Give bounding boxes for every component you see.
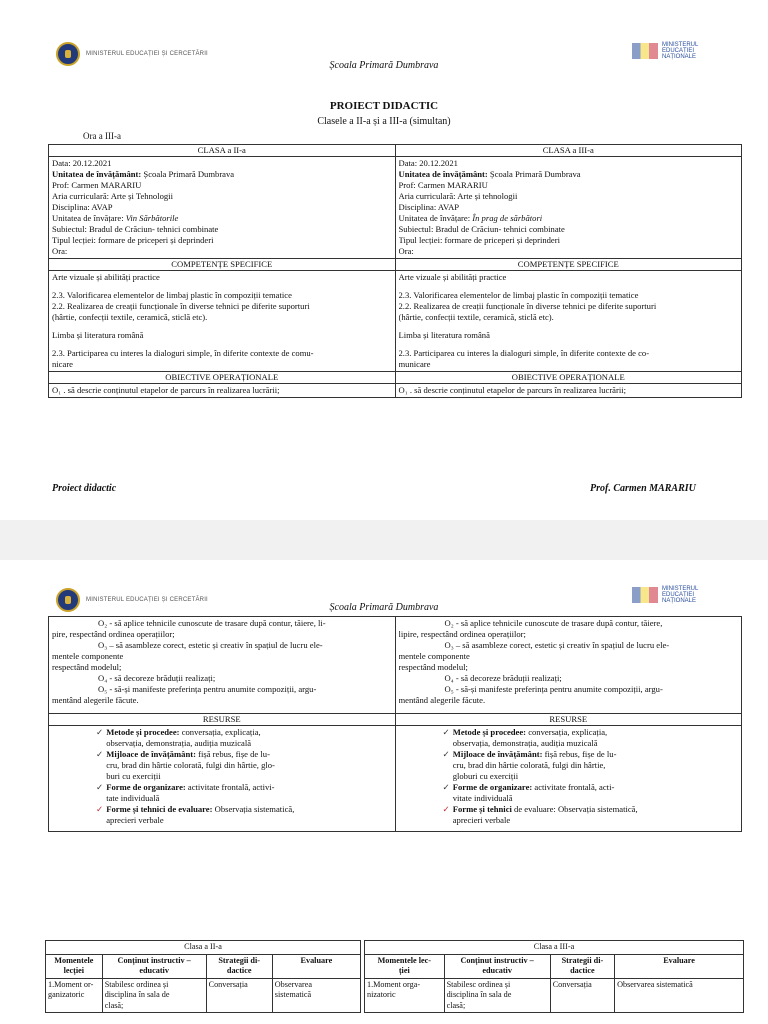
check-icon: ✓ xyxy=(442,804,450,814)
lesson-table-class3 xyxy=(364,940,744,1013)
class3-info: Data: 20.12.2021 Unitatea de învățământ: Școala Primară Dumbrava Prof: Carmen MARARIU Aria curriculară: Arte și tehnologii Disciplina: AVAP Unitatea de învățare: În prag de sărbători Subiectul: Bradul de Crăciun- tehnici combinate Tipul lecției: formare de priceperi și deprinderi Ora: xyxy=(395,157,742,259)
lesson-table-caption: Clasa a II-a xyxy=(46,941,361,955)
class2-info: Data: 20.12.2021 Unitatea de învățământ: Școala Primară Dumbrava Prof: Carmen MARARIU Aria curriculară: Arte și Tehnologii Disciplina: AVAP Unitatea de învățare: Vin Sărbătorile Subiectul: Bradul de Crăciun- tehnici combinate Tipul lecției: formare de priceperi și deprinderi Ora: xyxy=(49,157,396,259)
competente-heading-right: COMPETENȚE SPECIFICE xyxy=(395,259,742,271)
hour-label: Ora a III-a xyxy=(83,131,121,141)
resources-left: ✓ Metode și procedee: conversația, explicația, observația, demonstrația, audiția muzicală ✓ Mijloace de învățământ: fișă rebus, fișe de lu- cru, brad din hârtie colorată, fulgi din hârtie, glo- buri cu exerciții ✓ Forme de organizare: activitate frontală, activi- tate individuală ✓ Forme și tehnici de evaluare: Observația sistematică, aprecieri verbale xyxy=(49,726,396,832)
footer-left: Proiect didactic xyxy=(52,483,117,494)
check-icon: ✓ xyxy=(96,727,104,737)
competente-right: Arte vizuale și abilități practice 2.3. Valorificarea elementelor de limbaj plastic în compoziții tematice 2.2. Realizarea de creații funcționale în diverse tehnici pe diferite suporturi (hârtie, confecții textile, ceramică, sticlă etc). Limba și literatura română 2.3. Participarea cu interes la dialoguri simple, în diferite contexte de co- municare xyxy=(395,271,742,372)
obiective-heading-right: OBIECTIVE OPERAȚIONALE xyxy=(395,372,742,384)
check-icon: ✓ xyxy=(96,749,104,759)
table-row: 1.Moment or- ganizatoric Stabilesc ordinea și disciplina în sala de clasă; Conversația Observarea sistematică xyxy=(46,978,361,1013)
ministry-logo-text: MINISTERUL EDUCAȚIEI NAȚIONALE xyxy=(662,42,699,60)
ministry-name: MINISTERUL EDUCAȚIEI ȘI CERCETĂRII xyxy=(86,597,208,603)
resurse-heading-right: RESURSE xyxy=(395,714,742,726)
class3-heading: CLASA a III-a xyxy=(395,145,742,157)
check-icon: ✓ xyxy=(96,782,104,792)
page-gap xyxy=(0,520,768,560)
info-table xyxy=(48,144,742,398)
resources-right: ✓ Metode și procedee: conversația, explicația, observația, demonstrația, audiția muzicală ✓ Mijloace de învățământ: fișă rebus, fișe de lu- cru, brad din hârtie colorată, fulgi din hârtie, globuri cu exerciții ✓ Forme de organizare: activitate frontală, acti- vitate individuală ✓ Forme și tehnici de evaluare: Observația sistematică, aprecieri verbale xyxy=(395,726,742,832)
footer-right: Prof. Carmen MARARIU xyxy=(590,483,696,494)
resurse-heading-left: RESURSE xyxy=(49,714,396,726)
objective-o1-right: O₁ . să descrie conținutul etapelor de parcurs în realizarea lucrării; xyxy=(395,384,742,398)
check-icon: ✓ xyxy=(442,749,450,759)
objective-o1-left: O₁ . să descrie conținutul etapelor de parcurs în realizarea lucrării; xyxy=(49,384,396,398)
lesson-table-class2 xyxy=(45,940,361,1013)
col-evaluare: Evaluare xyxy=(615,954,744,978)
obiective-heading-left: OBIECTIVE OPERAȚIONALE xyxy=(49,372,396,384)
flag-icon xyxy=(632,43,658,59)
objectives-resources-table xyxy=(48,616,742,832)
col-continut: Conținut instructiv – educativ xyxy=(444,954,550,978)
competente-heading-left: COMPETENȚE SPECIFICE xyxy=(49,259,396,271)
ministry-logo xyxy=(632,42,698,60)
objectives-right: O₂ - să aplice tehnicile cunoscute de trasare după contur, tăiere, lipire, respectând ordinea operațiilor; O₃ – să asambleze corect, estetic și creativ în spațiul de lucru ele- mentele componente respectând modelul; O₄ - să decoreze brăduții realizați; O₅ - să-și manifeste preferința pentru anumite compoziții, argu- mentând alegerile făcute. xyxy=(395,617,742,714)
classes-subtitle: Clasele a II-a și a III-a (simultan) xyxy=(317,116,451,127)
col-momente: Momentele lecției xyxy=(46,954,103,978)
check-icon: ✓ xyxy=(442,782,450,792)
school-name: Școala Primară Dumbrava xyxy=(329,60,439,71)
table-row: 1.Moment orga- nizatoric Stabilesc ordinea și disciplina în sala de clasă; Conversația Observarea sistematică xyxy=(365,978,744,1013)
ministry-logo-text: MINISTERUL EDUCAȚIEI NAȚIONALE xyxy=(662,586,699,604)
class2-heading: CLASA a II-a xyxy=(49,145,396,157)
page-title: PROIECT DIDACTIC xyxy=(329,100,439,112)
check-icon: ✓ xyxy=(96,804,104,814)
col-continut: Conținut instructiv – educativ xyxy=(102,954,206,978)
col-strategii: Strategii di- dactice xyxy=(550,954,614,978)
col-evaluare: Evaluare xyxy=(272,954,360,978)
col-strategii: Strategii di- dactice xyxy=(206,954,272,978)
lesson-table-caption: Clasa a III-a xyxy=(365,941,744,955)
objectives-left: O₂ - să aplice tehnicile cunoscute de trasare după contur, tăiere, li- pire, respectând ordinea operațiilor; O₃ – să asambleze corect, estetic și creativ în spațiul de lucru ele- mentele componente respectând modelul; O₄ - să decoreze brăduții realizați; O₅ - să-și manifeste preferința pentru anumite compoziții, argu- mentând alegerile făcute. xyxy=(49,617,396,714)
flag-icon xyxy=(632,587,658,603)
ministry-name: MINISTERUL EDUCAȚIEI ȘI CERCETĂRII xyxy=(86,51,208,57)
col-momente: Momentele lec- ției xyxy=(365,954,445,978)
page-2 xyxy=(0,560,768,1024)
competente-left: Arte vizuale și abilități practice 2.3. Valorificarea elementelor de limbaj plastic în compoziții tematice 2.2. Realizarea de creații funcționale în diverse tehnici pe diferite suporturi (hârtie, confecții textile, ceramică, sticlă etc). Limba și literatura română 2.3. Participarea cu interes la dialoguri simple, în diferite contexte de comu- nicare xyxy=(49,271,396,372)
check-icon: ✓ xyxy=(442,727,450,737)
school-name: Școala Primară Dumbrava xyxy=(329,602,439,613)
